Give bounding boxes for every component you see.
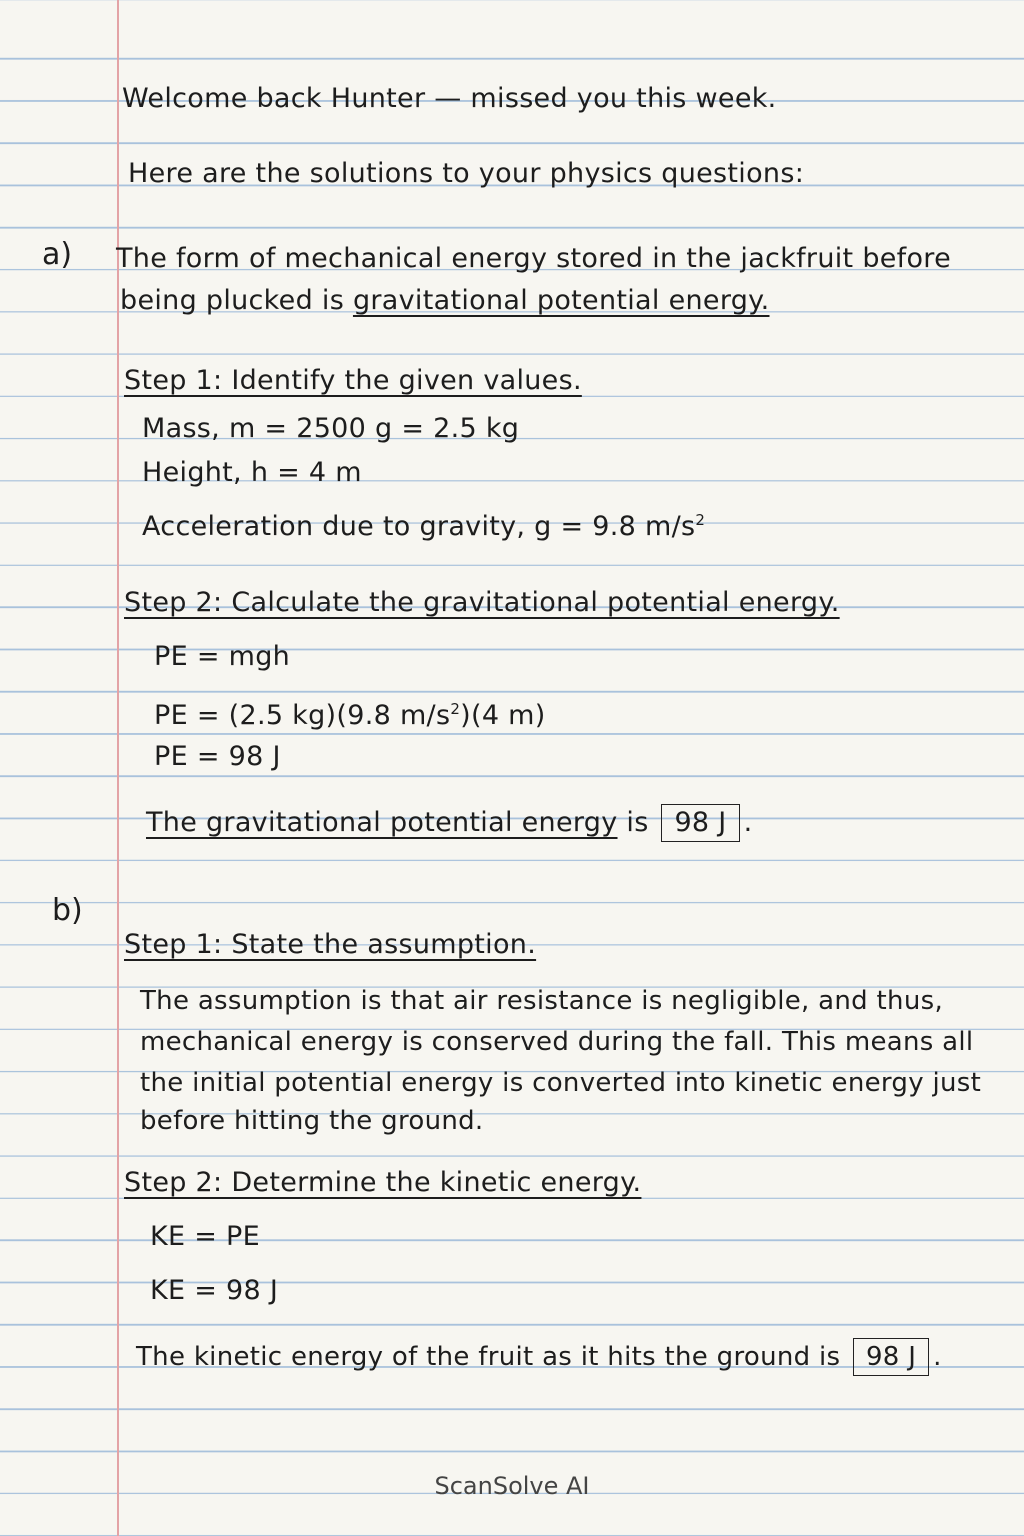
part-a-sentence-line1: The form of mechanical energy stored in the jackfruit before xyxy=(116,243,952,274)
intro-line: Here are the solutions to your physics questions: xyxy=(128,158,805,189)
part-b-step1-title: Step 1: State the assumption. xyxy=(124,929,537,960)
assumption-line-4: before hitting the ground. xyxy=(140,1106,484,1136)
acceleration-value xyxy=(142,503,705,544)
acceleration-text: Acceleration due to gravity, g = 9.8 m/s xyxy=(142,511,696,542)
pe-substitution-start: PE = (2.5 kg)(9.8 m/s xyxy=(154,700,451,731)
mass-value: Mass, m = 2500 g = 2.5 kg xyxy=(142,413,520,444)
ke-result: KE = 98 J xyxy=(150,1275,279,1306)
part-a-conclusion xyxy=(146,804,752,842)
margin-line xyxy=(117,0,119,1536)
part-b-label: b) xyxy=(52,893,83,928)
part-b-conclusion-text: The kinetic energy of the fruit as it hits the ground is xyxy=(136,1342,841,1372)
part-a-sentence-line2 xyxy=(120,284,770,318)
pe-formula: PE = mgh xyxy=(154,641,291,672)
part-b-period: . xyxy=(933,1342,942,1372)
assumption-line-3: the initial potential energy is converted into kinetic energy just xyxy=(140,1068,982,1098)
ke-formula: KE = PE xyxy=(150,1221,260,1252)
assumption-line-1: The assumption is that air resistance is negligible, and thus, xyxy=(140,986,944,1016)
pe-substitution xyxy=(154,692,546,733)
part-a-sentence-start: being plucked is xyxy=(120,285,353,316)
footer-brand: ScanSolve AI xyxy=(434,1472,590,1500)
pe-result: PE = 98 J xyxy=(154,741,281,772)
height-value: Height, h = 4 m xyxy=(142,457,362,488)
part-a-conclusion-is: is xyxy=(617,807,658,838)
part-a-answer: gravitational potential energy. xyxy=(352,285,770,316)
part-a-step2-title: Step 2: Calculate the gravitational potential energy. xyxy=(124,587,840,618)
part-a-conclusion-text: The gravitational potential energy xyxy=(146,807,618,838)
acceleration-exponent: 2 xyxy=(695,511,706,529)
part-b-step2-title: Step 2: Determine the kinetic energy. xyxy=(124,1167,642,1198)
part-a-step1-title: Step 1: Identify the given values. xyxy=(124,365,582,396)
part-a-period: . xyxy=(743,807,753,838)
part-a-label: a) xyxy=(42,237,73,272)
part-b-answer-box: 98 J xyxy=(853,1338,929,1376)
assumption-line-2: mechanical energy is conserved during the fall. This means all xyxy=(140,1027,974,1057)
pe-substitution-exponent: 2 xyxy=(450,700,461,718)
pe-substitution-end: )(4 m) xyxy=(460,700,546,731)
part-a-answer-box: 98 J xyxy=(661,804,739,842)
greeting-line: Welcome back Hunter — missed you this week. xyxy=(122,83,777,114)
part-b-conclusion xyxy=(136,1338,942,1376)
